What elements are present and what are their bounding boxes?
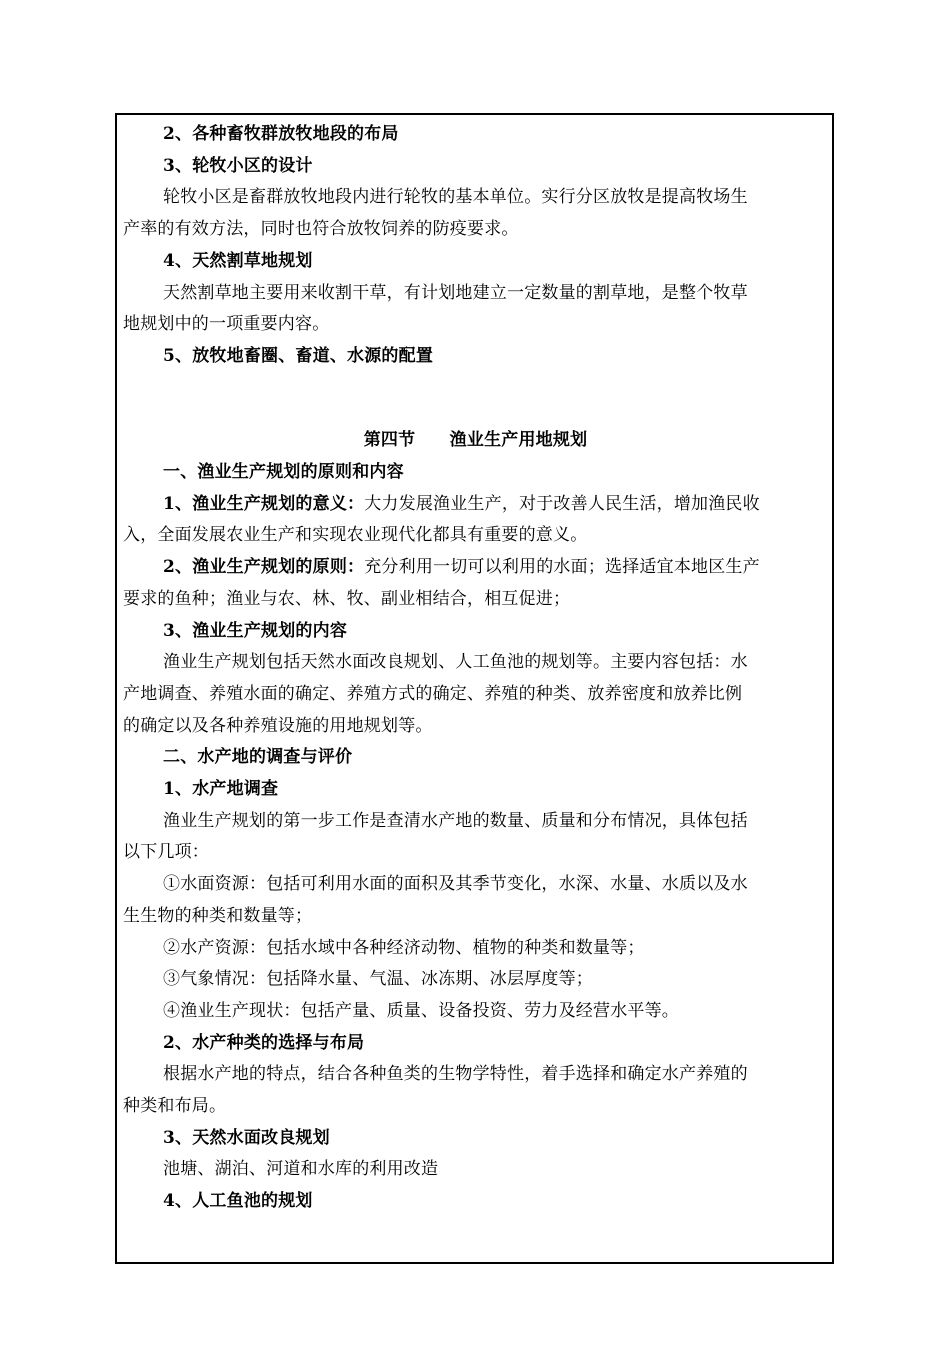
paragraph-line: 池塘、湖泊、河道和水库的利用改造: [163, 1159, 439, 1180]
document-body: [123, 119, 828, 1218]
heading-pens-water: 5、放牧地畜圈、畜道、水源的配置: [163, 345, 434, 366]
list-item: ③气象情况：包括降水量、气温、冰冻期、冰层厚度等；: [163, 969, 593, 990]
inline-text: 大力发展渔业生产，对于改善人民生活，增加渔民收: [364, 493, 760, 514]
paragraph-line: 生生物的种类和数量等；: [123, 905, 313, 926]
paragraph-line: 地规划中的一项重要内容。: [123, 314, 330, 335]
heading-survey: 1、水产地调查: [163, 779, 279, 800]
list-item: ④渔业生产现状：包括产量、质量、设备投资、劳力及经营水平等。: [163, 1000, 679, 1021]
inline-bold: 2、渔业生产规划的原则：: [163, 557, 365, 578]
paragraph-line: 天然割草地主要用来收割干草，有计划地建立一定数量的割草地，是整个牧草: [163, 282, 748, 303]
paragraph-line: 要求的鱼种；渔业与农、林、牧、副业相结合，相互促进；: [123, 588, 571, 609]
heading-grazing-layout: 2、各种畜牧群放牧地段的布局: [163, 124, 399, 144]
heading-artificial-pond: 4、人工鱼池的规划: [163, 1191, 313, 1212]
paragraph-line: 产率的有效方法，同时也符合放牧饲养的防疫要求。: [123, 219, 519, 240]
paragraph-line: 入，全面发展农业生产和实现农业现代化都具有重要的意义。: [123, 525, 588, 546]
paragraph-line: 种类和布局。: [123, 1096, 227, 1117]
list-item: ①水面资源：包括可利用水面的面积及其季节变化，水深、水量、水质以及水: [163, 874, 748, 895]
paragraph-line: 根据水产地的特点，结合各种鱼类的生物学特性，着手选择和确定水产养殖的: [163, 1064, 748, 1085]
section-title: 第四节 渔业生产用地规划: [363, 430, 588, 451]
paragraph-line: 的确定以及各种养殖设施的用地规划等。: [123, 715, 433, 736]
paragraph-line: [123, 489, 828, 521]
list-item: ②水产资源：包括水域中各种经济动物、植物的种类和数量等；: [163, 937, 645, 958]
paragraph-line: 渔业生产规划的第一步工作是查清水产地的数量、质量和分布情况，具体包括: [163, 810, 748, 831]
paragraph-line: [123, 552, 828, 584]
heading-rotation-plot: 3、轮牧小区的设计: [163, 155, 313, 176]
heading-survey-evaluation: 二、水产地的调查与评价: [163, 747, 353, 768]
inline-text: 充分利用一切可以利用的水面；选择适宜本地区生产: [364, 557, 760, 578]
paragraph-line: 轮牧小区是畜群放牧地段内进行轮牧的基本单位。实行分区放牧是提高牧场生: [163, 187, 748, 208]
paragraph-line: 产地调查、养殖水面的确定、养殖方式的确定、养殖的种类、放养密度和放养比例: [123, 683, 743, 704]
paragraph-line: 以下几项：: [123, 842, 209, 863]
heading-hayfield: 4、天然割草地规划: [163, 250, 313, 271]
heading-natural-water: 3、天然水面改良规划: [163, 1127, 330, 1148]
heading-fishery-principles: 一、渔业生产规划的原则和内容: [163, 462, 404, 483]
paragraph-line: 渔业生产规划包括天然水面改良规划、人工鱼池的规划等。主要内容包括：水: [163, 652, 748, 673]
heading-fishery-content: 3、渔业生产规划的内容: [163, 620, 348, 641]
heading-species-layout: 2、水产种类的选择与布局: [163, 1032, 365, 1053]
document-frame: [115, 113, 834, 1264]
inline-bold: 1、渔业生产规划的意义：: [163, 493, 365, 514]
